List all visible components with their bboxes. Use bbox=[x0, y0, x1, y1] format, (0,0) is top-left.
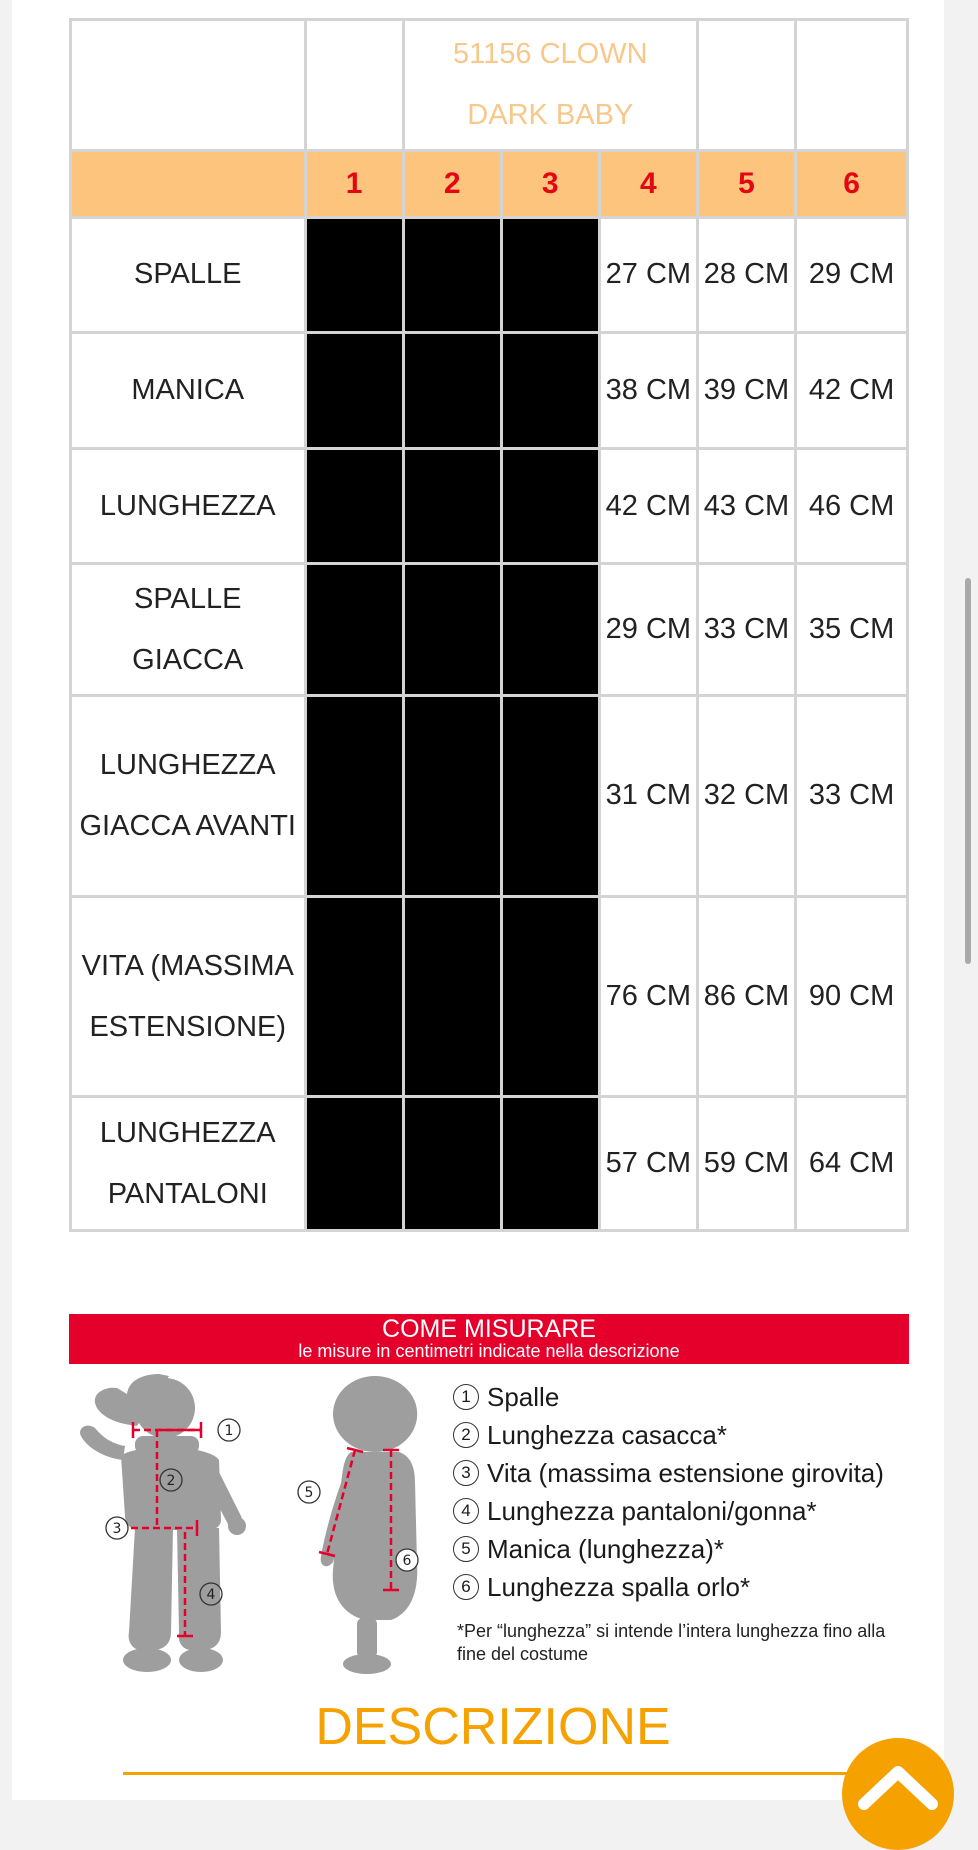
size-value-cell: 39 CM bbox=[699, 334, 794, 447]
measure-mark: 1 bbox=[224, 1423, 234, 1439]
table-row bbox=[72, 697, 906, 895]
size-value-cell: 33 CM bbox=[699, 565, 794, 693]
circled-number: 6 bbox=[453, 1574, 479, 1600]
measure-note: *Per “lunghezza” si intende l’intera lunghezza fino alla fine del costume bbox=[457, 1621, 886, 1664]
measure-subtitle: le misure in centimetri indicate nella descrizione bbox=[298, 1341, 680, 1361]
measure-label: Lunghezza pantaloni/gonna* bbox=[487, 1495, 817, 1526]
unavailable-cell bbox=[503, 565, 598, 693]
table-header-row bbox=[72, 21, 906, 149]
unavailable-cell bbox=[405, 334, 500, 447]
size-table bbox=[69, 18, 909, 1232]
table-row bbox=[72, 450, 906, 563]
table-row bbox=[72, 898, 906, 1096]
unavailable-cell bbox=[503, 334, 598, 447]
circled-number: 2 bbox=[453, 1422, 479, 1448]
size-number-row bbox=[72, 152, 906, 215]
list-item bbox=[453, 1568, 884, 1606]
unavailable-cell bbox=[503, 697, 598, 895]
size-value-cell: 35 CM bbox=[797, 565, 906, 693]
unavailable-cell bbox=[307, 219, 402, 332]
size-number: 5 bbox=[699, 152, 794, 215]
header-empty-cell bbox=[307, 21, 402, 149]
size-value-cell: 86 CM bbox=[699, 898, 794, 1096]
size-value-cell: 29 CM bbox=[797, 219, 906, 332]
chevron-up-icon bbox=[842, 1738, 954, 1850]
size-value-cell: 28 CM bbox=[699, 219, 794, 332]
list-item bbox=[453, 1378, 884, 1416]
unavailable-cell bbox=[503, 898, 598, 1096]
unavailable-cell bbox=[307, 1098, 402, 1229]
size-number: 4 bbox=[601, 152, 696, 215]
table-row bbox=[72, 334, 906, 447]
measure-label: Manica (lunghezza)* bbox=[487, 1533, 725, 1564]
size-number-corner bbox=[72, 152, 304, 215]
unavailable-cell bbox=[503, 1098, 598, 1229]
description-heading: DESCRIZIONE bbox=[315, 1698, 671, 1756]
how-to-measure-panel bbox=[69, 1314, 909, 1686]
table-row bbox=[72, 219, 906, 332]
heading-divider bbox=[123, 1772, 863, 1775]
size-number: 6 bbox=[797, 152, 906, 215]
list-item bbox=[453, 1530, 884, 1568]
unavailable-cell bbox=[307, 697, 402, 895]
size-value-cell: 76 CM bbox=[601, 898, 696, 1096]
unavailable-cell bbox=[405, 898, 500, 1096]
table-row bbox=[72, 565, 906, 693]
size-value-cell: 64 CM bbox=[797, 1098, 906, 1229]
size-value-cell: 57 CM bbox=[601, 1098, 696, 1229]
measure-mark: 4 bbox=[206, 1587, 216, 1603]
unavailable-cell bbox=[405, 450, 500, 563]
front-child-figure bbox=[69, 1364, 249, 1684]
size-value-cell: 29 CM bbox=[601, 565, 696, 693]
measure-label: Vita (massima estensione girovita) bbox=[487, 1457, 884, 1488]
unavailable-cell bbox=[307, 450, 402, 563]
size-number: 1 bbox=[307, 152, 402, 215]
unavailable-cell bbox=[405, 697, 500, 895]
size-value-cell: 32 CM bbox=[699, 697, 794, 895]
size-value-cell: 43 CM bbox=[699, 450, 794, 563]
circled-number: 4 bbox=[453, 1498, 479, 1524]
row-label: VITA (MASSIMA ESTENSIONE) bbox=[72, 898, 304, 1096]
row-label: MANICA bbox=[72, 334, 304, 447]
unavailable-cell bbox=[307, 898, 402, 1096]
unavailable-cell bbox=[405, 219, 500, 332]
unavailable-cell bbox=[307, 334, 402, 447]
measure-mark: 2 bbox=[166, 1473, 176, 1489]
measure-label: Lunghezza casacca* bbox=[487, 1419, 727, 1450]
size-value-cell: 31 CM bbox=[601, 697, 696, 895]
size-value-cell: 27 CM bbox=[601, 219, 696, 332]
size-value-cell: 46 CM bbox=[797, 450, 906, 563]
size-value-cell: 90 CM bbox=[797, 898, 906, 1096]
measure-mark: 5 bbox=[304, 1485, 314, 1501]
row-label: LUNGHEZZA GIACCA AVANTI bbox=[72, 697, 304, 895]
unavailable-cell bbox=[307, 565, 402, 693]
size-value-cell: 42 CM bbox=[797, 334, 906, 447]
measure-title: COME MISURARE bbox=[382, 1315, 596, 1343]
header-empty-cell bbox=[699, 21, 794, 149]
size-number: 2 bbox=[405, 152, 500, 215]
size-value-cell: 33 CM bbox=[797, 697, 906, 895]
size-value-cell: 42 CM bbox=[601, 450, 696, 563]
list-item bbox=[453, 1492, 884, 1530]
size-value-cell: 59 CM bbox=[699, 1098, 794, 1229]
scroll-top-button[interactable] bbox=[842, 1738, 954, 1850]
table-row bbox=[72, 1098, 906, 1229]
measure-banner bbox=[69, 1314, 909, 1364]
measure-label: Spalle bbox=[487, 1381, 560, 1412]
unavailable-cell bbox=[503, 219, 598, 332]
measure-label: Lunghezza spalla orlo* bbox=[487, 1571, 751, 1602]
measure-mark: 6 bbox=[402, 1553, 412, 1569]
measure-legend bbox=[453, 1378, 884, 1606]
unavailable-cell bbox=[405, 1098, 500, 1229]
measure-mark: 3 bbox=[112, 1521, 122, 1537]
row-label: LUNGHEZZA PANTALONI bbox=[72, 1098, 304, 1229]
size-number: 3 bbox=[503, 152, 598, 215]
header-empty-cell bbox=[72, 21, 304, 149]
circled-number: 1 bbox=[453, 1384, 479, 1410]
list-item bbox=[453, 1454, 884, 1492]
header-empty-cell bbox=[797, 21, 906, 149]
row-label: SPALLE bbox=[72, 219, 304, 332]
circled-number: 3 bbox=[453, 1460, 479, 1486]
side-child-figure bbox=[269, 1364, 459, 1684]
row-label: SPALLE GIACCA bbox=[72, 565, 304, 693]
unavailable-cell bbox=[503, 450, 598, 563]
page-scrollbar[interactable] bbox=[965, 578, 971, 964]
row-label: LUNGHEZZA bbox=[72, 450, 304, 563]
product-name: 51156 CLOWN DARK BABY bbox=[405, 21, 696, 149]
list-item bbox=[453, 1416, 884, 1454]
unavailable-cell bbox=[405, 565, 500, 693]
circled-number: 5 bbox=[453, 1536, 479, 1562]
size-value-cell: 38 CM bbox=[601, 334, 696, 447]
